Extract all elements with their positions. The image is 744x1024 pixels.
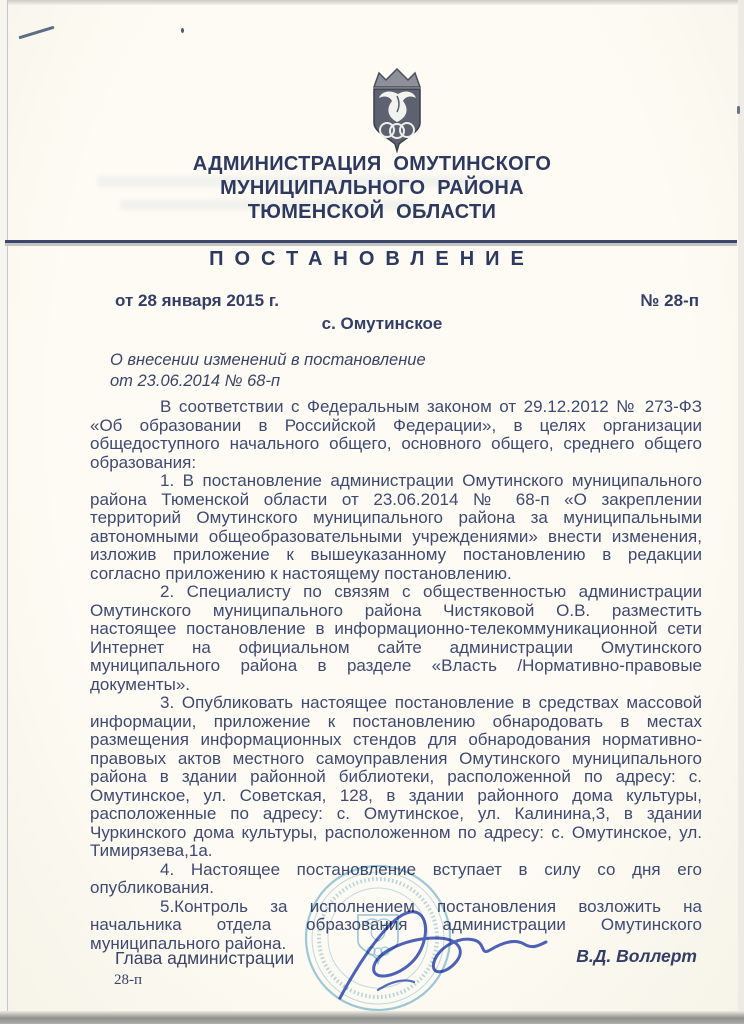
scan-edge-bottom	[0, 1011, 744, 1024]
scan-speck	[181, 28, 184, 33]
document-number: № 28-п	[640, 291, 699, 310]
org-name-line3: ТЮМЕНСКОЙ ОБЛАСТИ	[247, 201, 497, 223]
document-date: от 28 января 2015 г.	[115, 291, 279, 310]
body-paragraph: 4. Настоящее постановление вступает в силу со дня его опубликования.	[90, 859, 702, 897]
document-type-title: ПОСТАНОВЛЕНИЕ	[209, 248, 535, 270]
body-paragraph: 3. Опубликовать настоящее постановление в средствах массовой информации, приложение к постановлению обнародовать в местах размещения информационных стендов для обнародования нормативно-правовых актов местного самоуправления Омутинского муниципального района в здании районной библиотеки, расположенной по адресу: с. Омутинское, ул. Советская, 128, в здании районного дома культуры, расположенные по адресу: с. Омутинское, ул. Калинина,3, в здании Чуркинского дома культуры, расположенном по адресу: с. Омутинское, ул. Тимирязева,1а.	[90, 693, 702, 860]
signatory-position: Глава администрации	[115, 948, 295, 968]
document-place: с. Омутинское	[321, 314, 443, 333]
body-paragraph: 2. Специалисту по связям с общественностью администрации Омутинского муниципального района Чистяковой О.В. разместить настоящее постановление в информационно-телекоммуникационной сети Интернет на официальном сайте администрации Омутинского муниципального района в разделе «Власть /Нормативно-правовые документы».	[90, 582, 702, 694]
subject-line1: О внесении изменений в постановление	[110, 351, 426, 369]
footer-doc-number: 28-п	[114, 972, 143, 988]
pen-mark-artifact	[18, 26, 54, 40]
body-paragraph: 1. В постановление администрации Омутинского муниципального района Тюменской области от 23.06.2014 № 68-п «О закреплении территорий Омутинского муниципального района за муниципальными автономными общеобразовательными учреждениями» внести изменения, изложив приложение к вышеуказанному постановлению в редакции согласно приложению к настоящему постановлению.	[90, 471, 702, 583]
body-paragraph: В соответствии с Федеральным законом от 29.12.2012 № 273-ФЗ «Об образовании в Российской Федерации», в целях организации общедоступного начального общего, основного общего, среднего общего образования:	[90, 397, 702, 472]
subject-line2: от 23.06.2014 № 68-п	[110, 372, 281, 390]
document-subject	[110, 350, 426, 392]
scan-speck	[737, 106, 740, 114]
header-divider-rule	[5, 240, 737, 243]
org-name-line2: МУНИЦИПАЛЬНОГО РАЙОНА	[220, 177, 524, 199]
scan-edge-top	[0, 0, 744, 5]
organization-name	[0, 152, 744, 224]
org-name-line1: АДМИНИСТРАЦИЯ ОМУТИНСКОГО	[192, 153, 552, 175]
coat-of-arms-icon	[352, 68, 442, 153]
body-paragraph: 5.Контроль за исполнением постановления возложить на начальника отдела образования администрации Омутинского муниципального района.	[90, 896, 702, 953]
handwritten-signature	[318, 898, 553, 1008]
signatory-name: В.Д. Воллерт	[576, 946, 697, 966]
